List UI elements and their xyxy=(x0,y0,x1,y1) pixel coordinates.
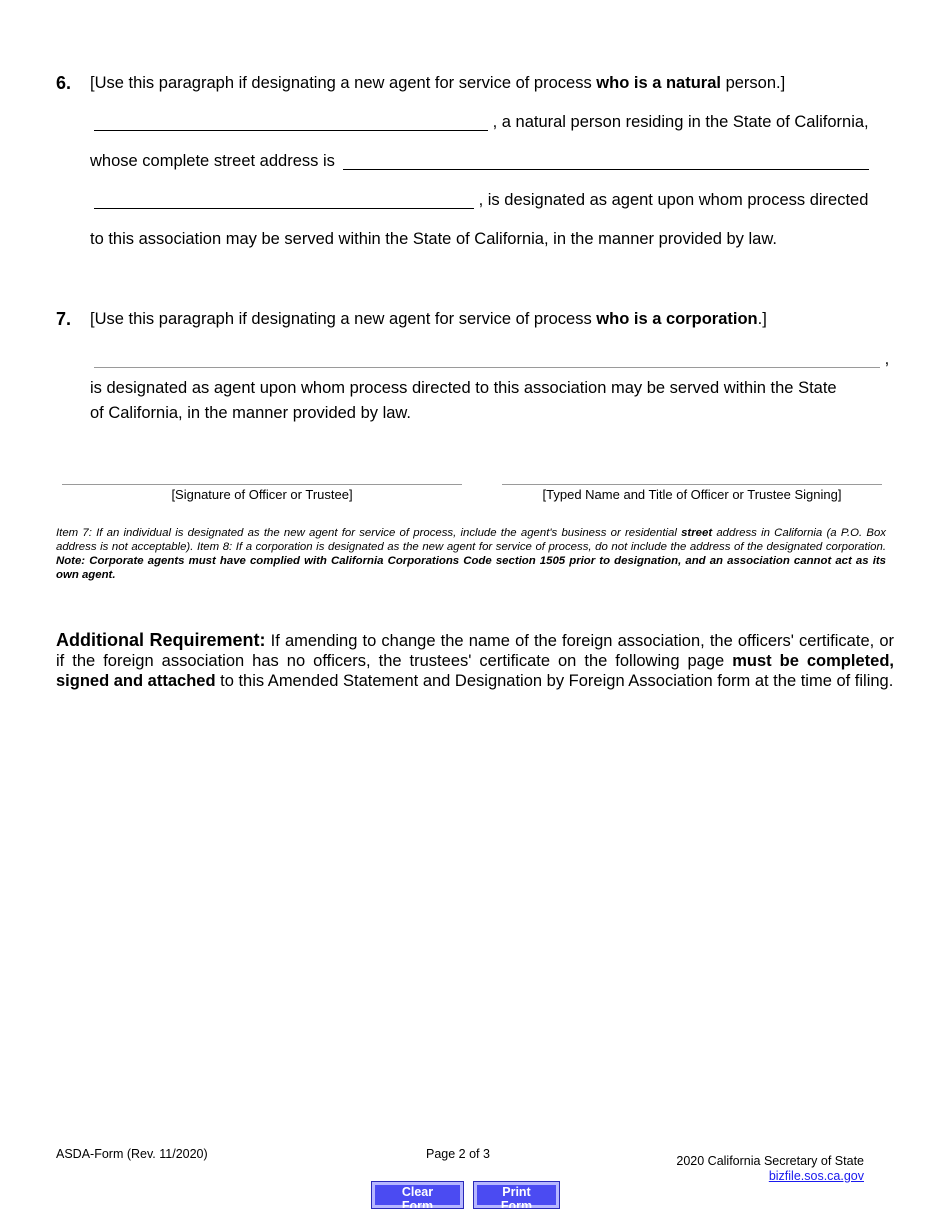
additional-requirement: Additional Requirement: If amending to change the name of the foreign association, the officers' certificate, or if the foreign association has no officers, the trustees' certificate on the following page must be completed, signed and attached to this Amended Statement and Designation by Foreign Association form at the time of filing. xyxy=(56,630,894,690)
additional-requirement-heading: Additional Requirement: xyxy=(56,630,266,650)
form-id: ASDA-Form (Rev. 11/2020) xyxy=(56,1147,208,1161)
copyright: 2020 California Secretary of State xyxy=(676,1154,864,1168)
signature-line[interactable] xyxy=(62,483,462,485)
clear-form-button[interactable]: Clear Form xyxy=(372,1182,463,1208)
instructions-note: Item 7: If an individual is designated as the new agent for service of process, include the agent's business or residential street address in California (a P.O. Box address is not acceptable). Item 8: If a corporation is designated as the new agent for service of process, do not include the address of the designated corporation. Note: Corporate agents must have complied with California Corporations Code section 1505 prior to designation, and an association cannot act as its own agent. xyxy=(56,527,886,581)
corporation-name-input[interactable] xyxy=(94,351,880,368)
item-6-address-line xyxy=(90,152,869,171)
item-7-instruction: [Use this paragraph if designating a new agent for service of process who is a corporation.] xyxy=(90,310,767,328)
item-7-closing-line-2: of California, in the manner provided by law. xyxy=(90,404,412,422)
item-6-name-suffix: , a natural person residing in the State of California, xyxy=(492,113,869,131)
item-7-number: 7. xyxy=(56,309,72,329)
item-6-designation-suffix: , is designated as agent upon whom process directed xyxy=(478,191,869,209)
item-6-number: 6. xyxy=(56,73,72,93)
typed-name-title-line[interactable] xyxy=(502,483,882,485)
agent-street-address-continuation-input[interactable] xyxy=(94,192,474,209)
item-7-closing-line-1: is designated as agent upon whom process directed to this association may be served within the State xyxy=(90,379,837,397)
item-6-name-line xyxy=(94,113,869,132)
item-7-corporation-line xyxy=(94,350,889,369)
bizfile-link[interactable]: bizfile.sos.ca.gov xyxy=(768,1169,864,1183)
page-number: Page 2 of 3 xyxy=(426,1147,490,1161)
item-6-instruction: [Use this paragraph if designating a new agent for service of process who is a natural person.] xyxy=(90,74,786,92)
typed-name-title-caption: [Typed Name and Title of Officer or Trustee Signing] xyxy=(542,487,842,502)
item-7-comma: , xyxy=(884,350,890,368)
item-6-closing: to this association may be served within the State of California, in the manner provided by law. xyxy=(90,230,777,248)
agent-name-input[interactable] xyxy=(94,114,488,131)
signature-caption: [Signature of Officer or Trustee] xyxy=(171,487,353,502)
item-6-address-prefix: whose complete street address is xyxy=(90,152,335,170)
item-6-address-continuation-line xyxy=(94,191,868,210)
print-form-button[interactable]: Print Form xyxy=(474,1182,559,1208)
agent-street-address-input[interactable] xyxy=(343,153,869,170)
